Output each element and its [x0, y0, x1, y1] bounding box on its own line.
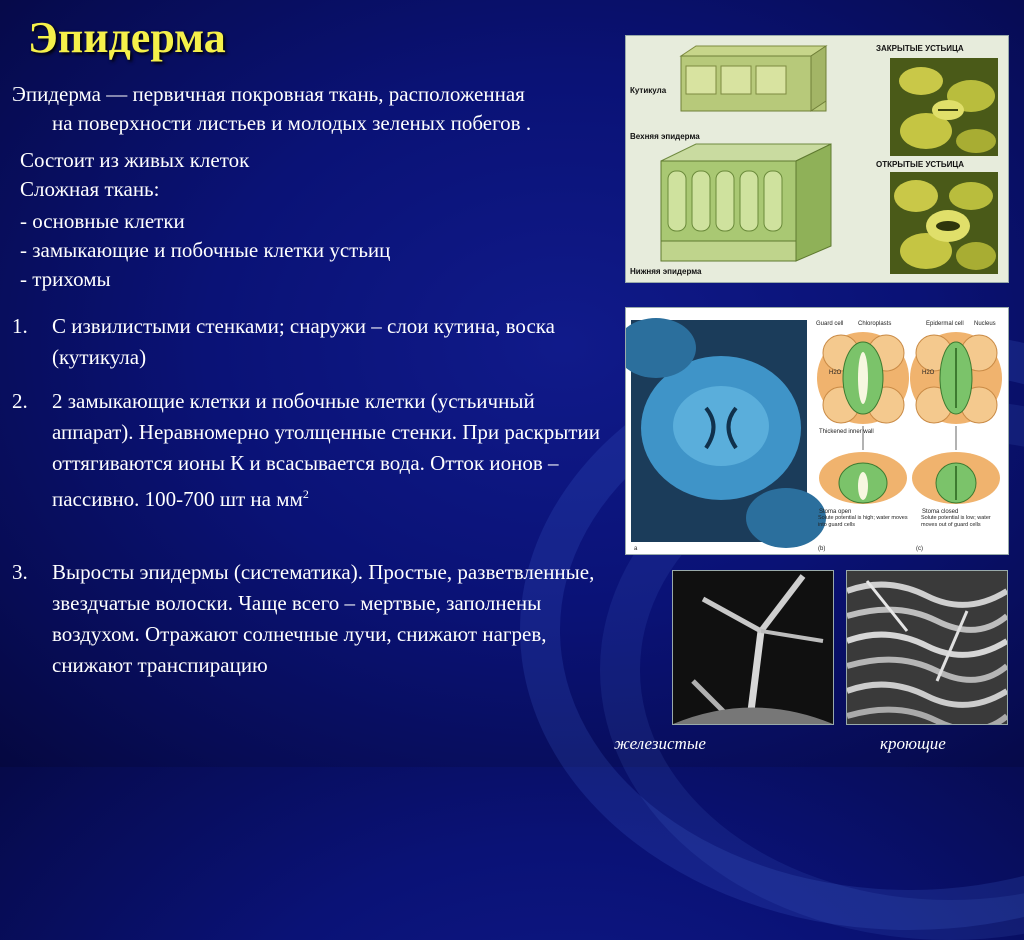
guard-cell-label: Guard cell [816, 321, 844, 327]
list-number: 3. [12, 560, 28, 584]
panel-a-label: a [634, 546, 638, 552]
list-number: 1. [12, 314, 28, 338]
superscript: 2 [302, 487, 309, 501]
stoma-open-label: Stoma open [819, 509, 852, 515]
h2o-label: H2O [829, 370, 842, 376]
intro-line-3: Состоит из живых клеток [20, 148, 250, 172]
lower-epidermis-label: Нижняя эпидерма [630, 267, 702, 276]
list-item [52, 386, 607, 515]
nucleus-label: Nucleus [974, 321, 996, 327]
closed-note: Solute potential is low; water moves out of guard cells [921, 515, 991, 528]
list-number: 2. [12, 389, 28, 413]
list-item-text: 2 замыкающие клетки и побочные клетки (устьичный аппарат). Неравномерно утолщенные стенки. При раскрытии оттягиваются ионы К и всасывается вода. Отток ионов – пассивно. 100-700 шт на мм [52, 389, 600, 511]
intro-line-4: Сложная ткань: [20, 177, 160, 201]
cuticle-label: Кутикула [630, 86, 667, 95]
stoma-closed-label: Stoma closed [922, 509, 959, 515]
panel-c-label: (c) [916, 546, 923, 552]
caption-glandular: железистые [614, 734, 706, 753]
panel-b-label: (b) [818, 546, 826, 552]
intro-line-2: на поверхности листьев и молодых зеленых побегов . [52, 111, 532, 135]
upper-epidermis-label: Вехняя эпидерма [630, 132, 700, 141]
closed-stomata-label: ЗАКРЫТЫЕ УСТЬИЦА [876, 44, 964, 53]
stoma-illustration [626, 308, 1008, 554]
stoma-figure [625, 307, 1009, 555]
covering-trichome-image [846, 570, 1008, 725]
list-item-text: С извилистыми стенками; снаружи – слои кутина, воска (кутикула) [52, 314, 555, 369]
thickened-wall-label: Thickened inner wall [819, 429, 874, 435]
bullet-item: - трихомы [20, 267, 111, 291]
open-stomata-label: ОТКРЫТЫЕ УСТЬИЦА [876, 160, 964, 169]
chloroplasts-label: Chloroplasts [858, 321, 892, 327]
h2o-label: H2O [922, 370, 935, 376]
epidermal-cell-label: Epidermal cell [926, 321, 964, 327]
caption-covering: кроющие [880, 734, 946, 753]
bullet-item: - основные клетки [20, 209, 185, 233]
list-item-text: Выросты эпидермы (систематика). Простые, разветвленные, звездчатые волоски. Чаще всего – мертвые, заполнены воздухом. Отражают солнечные лучи, снижают нагрев, снижают транспирацию [52, 560, 595, 677]
intro-line-1: Эпидерма — первичная покровная ткань, расположенная [12, 82, 525, 106]
open-note: Solute potential is high; water moves into guard cells [818, 515, 908, 528]
epidermis-illustration [626, 36, 1008, 282]
glandular-trichome-image [672, 570, 834, 725]
slide-title: Эпидерма [28, 13, 226, 62]
bullet-item: - замыкающие и побочные клетки устьиц [20, 238, 391, 262]
epidermis-figure [625, 35, 1009, 283]
